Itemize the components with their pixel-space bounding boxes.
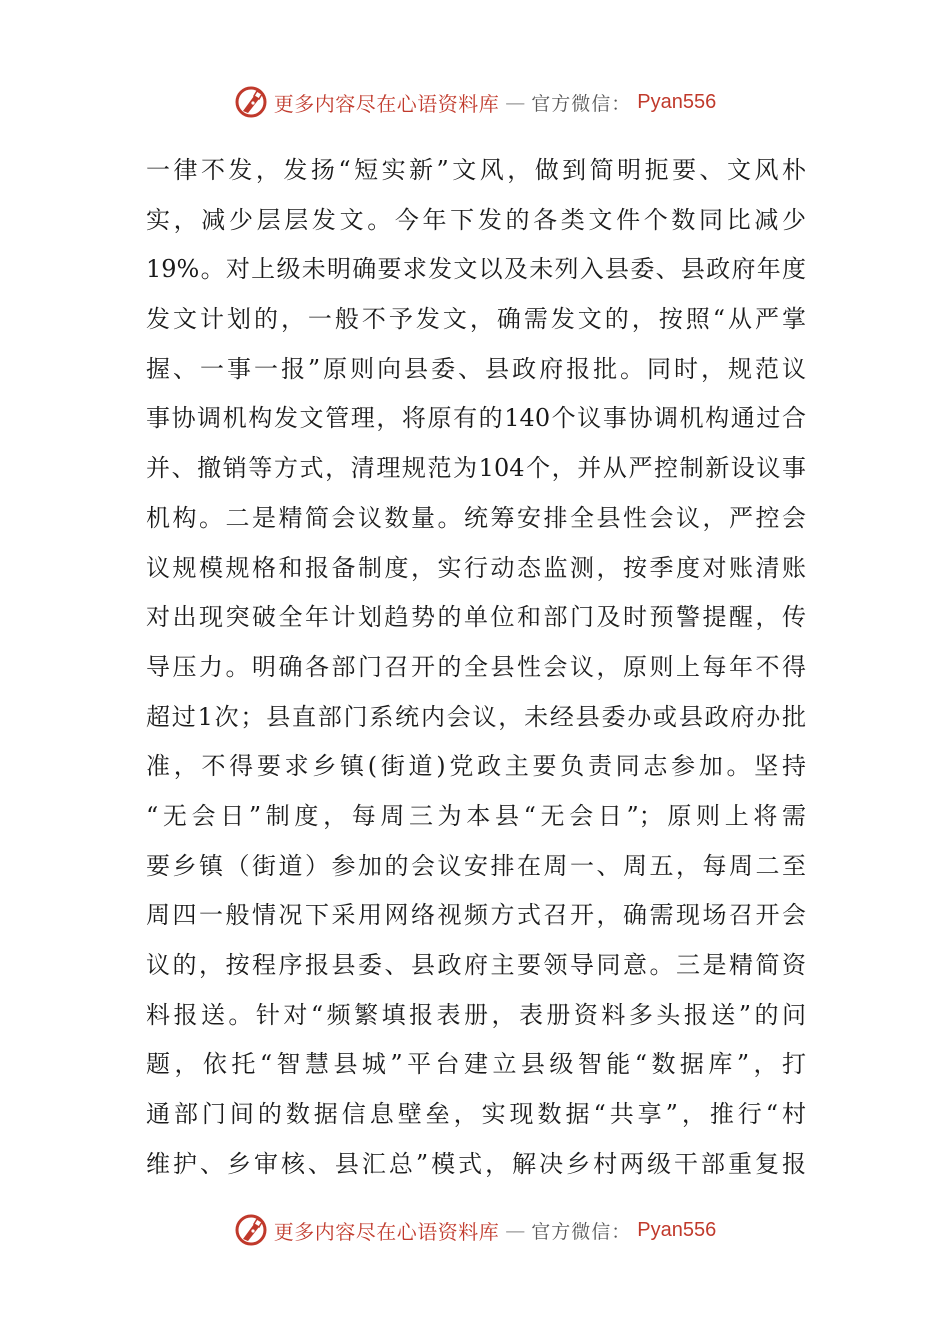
body-line: 要乡镇（街道）参加的会议安排在周一、周五，每周二至 bbox=[146, 851, 806, 880]
pen-nib-circle-icon bbox=[234, 1213, 268, 1247]
body-line: 导压力。明确各部门召开的全县性会议，原则上每年不得 bbox=[146, 652, 806, 681]
document-body bbox=[146, 146, 806, 1189]
header-dash: — bbox=[505, 90, 526, 114]
body-line: 19%。对上级未明确要求发文以及未列入县委、县政府年度 bbox=[146, 255, 806, 284]
footer-official-label: 官方微信： bbox=[531, 1220, 632, 1243]
body-line: 料报送。针对“频繁填报表册，表册资料多头报送”的问 bbox=[146, 1000, 806, 1029]
body-line: 议规模规格和报备制度，实行动态监测，按季度对账清账 bbox=[146, 553, 806, 582]
body-line: 超过1次；县直部门系统内会议，未经县委办或县政府办批 bbox=[146, 702, 806, 731]
body-line: 维护、乡审核、县汇总”模式，解决乡村两级干部重复报 bbox=[146, 1149, 806, 1178]
header-official-label: 官方微信： bbox=[531, 92, 632, 115]
footer-watermark bbox=[0, 1210, 950, 1250]
footer-dash: — bbox=[505, 1218, 526, 1242]
body-line: 通部门间的数据信息壁垒，实现数据“共享”，推行“村 bbox=[146, 1100, 806, 1129]
body-line: 发文计划的，一般不予发文，确需发文的，按照“从严掌 bbox=[146, 305, 806, 334]
header-wechat-id: Pyan556 bbox=[637, 90, 717, 113]
header-brand-text: 更多内容尽在心语资料库 bbox=[273, 91, 500, 116]
body-line: 并、撤销等方式，清理规范为104个，并从严控制新设议事 bbox=[146, 454, 806, 483]
footer-brand-text: 更多内容尽在心语资料库 bbox=[273, 1219, 500, 1244]
footer-wechat-id: Pyan556 bbox=[637, 1218, 717, 1241]
body-line: 实，减少层层发文。今年下发的各类文件个数同比减少 bbox=[146, 205, 806, 234]
body-line: 议的，按程序报县委、县政府主要领导同意。三是精简资 bbox=[146, 951, 806, 979]
body-line: 事协调机构发文管理，将原有的140个议事协调机构通过合 bbox=[146, 404, 806, 433]
body-line: “无会日”制度，每周三为本县“无会日”；原则上将需 bbox=[146, 801, 806, 830]
body-line: 题，依托“智慧县城”平台建立县级智能“数据库”，打 bbox=[146, 1050, 806, 1079]
body-line: 一律不发，发扬“短实新”文风，做到简明扼要、文风朴 bbox=[146, 156, 806, 184]
body-line: 机构。二是精简会议数量。统筹安排全县性会议，严控会 bbox=[146, 503, 806, 532]
body-line: 对出现突破全年计划趋势的单位和部门及时预警提醒，传 bbox=[146, 603, 806, 632]
body-line: 周四一般情况下采用网络视频方式召开，确需现场召开会 bbox=[146, 901, 806, 930]
header-watermark bbox=[0, 82, 950, 122]
body-line: 准，不得要求乡镇(街道)党政主要负责同志参加。坚持 bbox=[146, 752, 806, 781]
body-line: 握、一事一报”原则向县委、县政府报批。同时，规范议 bbox=[146, 354, 806, 383]
pen-nib-circle-icon bbox=[234, 85, 268, 119]
